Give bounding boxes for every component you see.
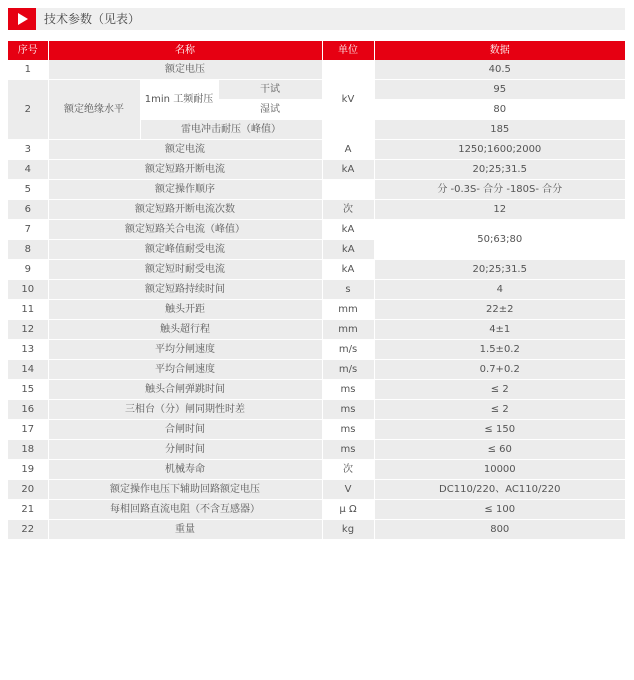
- row-unit: ms: [322, 380, 374, 400]
- row-unit: m/s: [322, 340, 374, 360]
- row-unit: mm: [322, 300, 374, 320]
- row-data: 0.7+0.2: [374, 360, 625, 380]
- table-row: [8, 340, 625, 360]
- header-no: 序号: [8, 41, 48, 60]
- row-sub-item: 干试: [218, 80, 322, 100]
- table-row: [8, 60, 625, 80]
- row-data: 800: [374, 520, 625, 540]
- row-no: 21: [8, 500, 48, 520]
- row-name: 触头超行程: [48, 320, 322, 340]
- table-row: [8, 180, 625, 200]
- row-name: 每相回路直流电阻（不含互感器）: [48, 500, 322, 520]
- table-row: [8, 80, 625, 100]
- table-row: [8, 420, 625, 440]
- play-triangle-icon: [8, 8, 36, 30]
- row-no: 11: [8, 300, 48, 320]
- row-sub-item: 湿试: [218, 100, 322, 120]
- row-unit: kA: [322, 220, 374, 240]
- row-data: 1.5±0.2: [374, 340, 625, 360]
- header-data: 数据: [374, 41, 625, 60]
- row-name: 触头合闸弹跳时间: [48, 380, 322, 400]
- row-name: 额定绝缘水平: [48, 80, 140, 140]
- row-data: 1250;1600;2000: [374, 140, 625, 160]
- row-name: 额定电压: [48, 60, 322, 80]
- row-sub-name: 1min 工频耐压: [140, 80, 218, 120]
- row-unit: A: [322, 140, 374, 160]
- row-name: 机械寿命: [48, 460, 322, 480]
- row-unit: kA: [322, 240, 374, 260]
- row-unit: [322, 180, 374, 200]
- row-no: 9: [8, 260, 48, 280]
- row-data: ≤ 2: [374, 380, 625, 400]
- row-no: 6: [8, 200, 48, 220]
- row-data: 185: [374, 120, 625, 140]
- row-data: 分 -0.3S- 合分 -180S- 合分: [374, 180, 625, 200]
- table-row: [8, 320, 625, 340]
- row-no: 4: [8, 160, 48, 180]
- row-data: 50;63;80: [374, 220, 625, 260]
- row-unit: ms: [322, 420, 374, 440]
- row-no: 19: [8, 460, 48, 480]
- row-data: 80: [374, 100, 625, 120]
- table-row: [8, 140, 625, 160]
- table-row: [8, 360, 625, 380]
- row-name: 额定操作电压下辅助回路额定电压: [48, 480, 322, 500]
- row-no: 13: [8, 340, 48, 360]
- header-name: 名称: [48, 41, 322, 60]
- row-data: ≤ 2: [374, 400, 625, 420]
- table-row: [8, 500, 625, 520]
- header-unit: 单位: [322, 41, 374, 60]
- row-data: 4±1: [374, 320, 625, 340]
- row-data: 40.5: [374, 60, 625, 80]
- row-data: 10000: [374, 460, 625, 480]
- row-no: 3: [8, 140, 48, 160]
- row-data: 12: [374, 200, 625, 220]
- row-unit: kA: [322, 260, 374, 280]
- row-data: ≤ 150: [374, 420, 625, 440]
- row-unit: kV: [322, 60, 374, 140]
- row-sub-name: 雷电冲击耐压（峰值）: [140, 120, 322, 140]
- row-unit: m/s: [322, 360, 374, 380]
- row-name: 额定操作顺序: [48, 180, 322, 200]
- row-unit: V: [322, 480, 374, 500]
- row-data: DC110/220、AC110/220: [374, 480, 625, 500]
- row-name: 额定短路开断电流: [48, 160, 322, 180]
- row-name: 额定短路关合电流（峰值）: [48, 220, 322, 240]
- row-data: 20;25;31.5: [374, 260, 625, 280]
- row-unit: 次: [322, 460, 374, 480]
- section-header: [8, 8, 625, 30]
- row-no: 16: [8, 400, 48, 420]
- row-data: ≤ 100: [374, 500, 625, 520]
- row-name: 触头开距: [48, 300, 322, 320]
- row-unit: μ Ω: [322, 500, 374, 520]
- row-no: 18: [8, 440, 48, 460]
- row-no: 1: [8, 60, 48, 80]
- row-unit: ms: [322, 440, 374, 460]
- row-data: 22±2: [374, 300, 625, 320]
- row-no: 5: [8, 180, 48, 200]
- row-name: 合闸时间: [48, 420, 322, 440]
- row-data: ≤ 60: [374, 440, 625, 460]
- table-row: [8, 400, 625, 420]
- row-no: 2: [8, 80, 48, 140]
- table-row: [8, 440, 625, 460]
- row-unit: kA: [322, 160, 374, 180]
- row-name: 额定峰值耐受电流: [48, 240, 322, 260]
- table-row: [8, 220, 625, 240]
- row-data: 4: [374, 280, 625, 300]
- table-row: [8, 160, 625, 180]
- row-name: 平均合闸速度: [48, 360, 322, 380]
- row-name: 额定短时耐受电流: [48, 260, 322, 280]
- row-name: 平均分闸速度: [48, 340, 322, 360]
- row-name: 分闸时间: [48, 440, 322, 460]
- row-no: 20: [8, 480, 48, 500]
- row-name: 三相台（分）闸同期性时差: [48, 400, 322, 420]
- row-no: 17: [8, 420, 48, 440]
- table-row: [8, 280, 625, 300]
- section-title: 技术参数（见表）: [44, 12, 141, 26]
- table-row: [8, 520, 625, 540]
- row-no: 8: [8, 240, 48, 260]
- row-no: 22: [8, 520, 48, 540]
- row-unit: kg: [322, 520, 374, 540]
- row-unit: s: [322, 280, 374, 300]
- row-data: 20;25;31.5: [374, 160, 625, 180]
- row-no: 7: [8, 220, 48, 240]
- table-row: [8, 300, 625, 320]
- row-no: 12: [8, 320, 48, 340]
- row-name: 额定电流: [48, 140, 322, 160]
- row-unit: 次: [322, 200, 374, 220]
- row-name: 重量: [48, 520, 322, 540]
- row-no: 15: [8, 380, 48, 400]
- table-row: [8, 260, 625, 280]
- table-row: [8, 380, 625, 400]
- row-name: 额定短路开断电流次数: [48, 200, 322, 220]
- table-header-row: [8, 41, 625, 60]
- table-row: [8, 200, 625, 220]
- row-unit: mm: [322, 320, 374, 340]
- row-no: 10: [8, 280, 48, 300]
- table-row: [8, 460, 625, 480]
- row-name: 额定短路持续时间: [48, 280, 322, 300]
- row-no: 14: [8, 360, 48, 380]
- row-unit: ms: [322, 400, 374, 420]
- spec-table: [8, 41, 625, 540]
- table-row: [8, 480, 625, 500]
- row-data: 95: [374, 80, 625, 100]
